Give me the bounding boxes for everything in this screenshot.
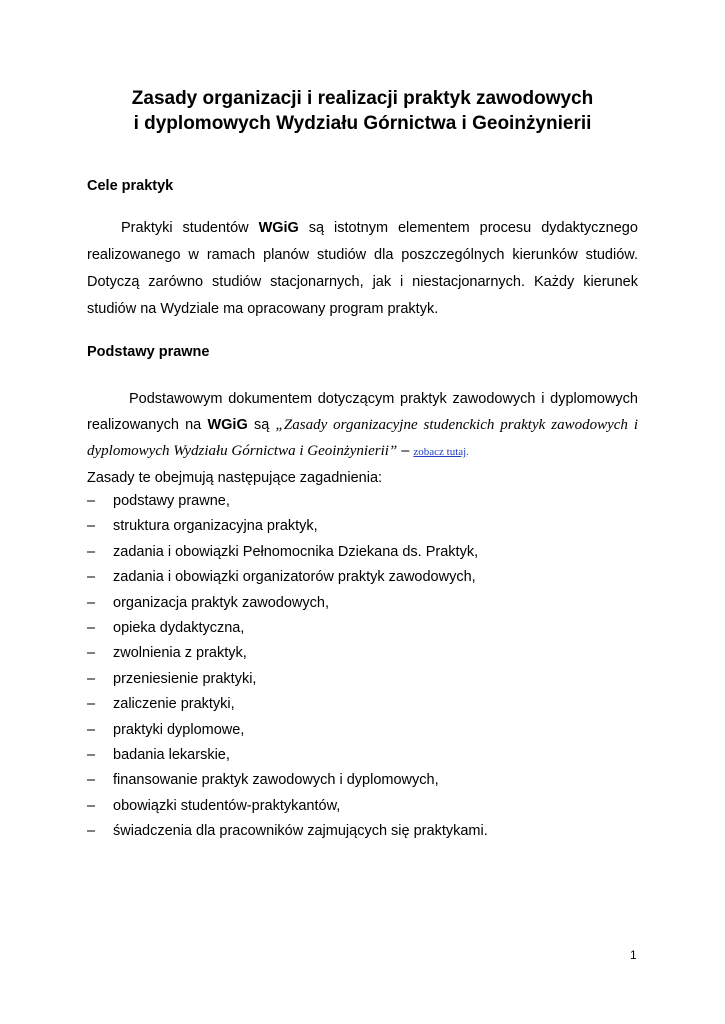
goals-line-2: realizowanego w ramach planów studiów dla poszczególnych kierunków studiów. (87, 247, 638, 263)
list-item (87, 641, 488, 666)
list-item-text: finansowanie praktyk zawodowych i dyplomowych, (113, 772, 439, 789)
list-item-text: struktura organizacyjna praktyk, (113, 518, 318, 535)
list-item-text: świadczenia dla pracowników zajmujących się praktykami. (113, 823, 488, 840)
document-quote-start: „Zasady organizacyjne studenckich praktyk zawodowych i (275, 417, 639, 433)
title-line-1: Zasady organizacji i realizacji praktyk zawodowych (131, 88, 594, 109)
list-dash: – (87, 746, 96, 763)
paragraph-goals (87, 215, 638, 323)
list-dash: – (87, 823, 96, 840)
list-dash: – (87, 543, 96, 560)
list-dash: – (87, 721, 96, 738)
list-dash: – (87, 594, 96, 611)
list-item-text: zadania i obowiązki organizatorów praktyk zawodowych, (113, 569, 476, 586)
word: dydaktycznego (541, 220, 638, 236)
word: Praktyki (121, 220, 173, 236)
list-dash: – (87, 797, 96, 814)
list-item (87, 692, 488, 717)
list-item (87, 616, 488, 641)
list-item (87, 743, 488, 768)
title-line-2: i dyplomowych Wydziału Górnictwa i Geoinżynierii (133, 113, 592, 134)
legal-line-1: Podstawowym dokumentem dotyczącym praktyk zawodowych i dyplomowych (129, 391, 638, 407)
section-heading-legal: Podstawy prawne (87, 344, 210, 360)
list-item (87, 794, 488, 819)
page-number: 1 (630, 948, 637, 962)
list-item (87, 514, 488, 539)
list-item-text: zwolnienia z praktyk, (113, 645, 247, 662)
list-item (87, 718, 488, 743)
list-item (87, 565, 488, 590)
list-item (87, 819, 488, 844)
goals-line-3: Dotyczą zarówno studiów stacjonarnych, jak i niestacjonarnych. Każdy kierunek (87, 274, 638, 290)
list-item (87, 667, 488, 692)
list-item (87, 591, 488, 616)
list-item (87, 768, 488, 793)
document-quote-end: dyplomowych Wydziału Górnictwa i Geoinżynierii” (87, 443, 398, 459)
list-item-text: podstawy prawne, (113, 493, 230, 509)
legal-line-2-start: realizowanych na (87, 417, 202, 433)
list-dash: – (87, 518, 96, 535)
list-dash: – (87, 645, 96, 662)
list-dash: – (87, 569, 96, 586)
goals-line-4: studiów na Wydziale ma opracowany program praktyk. (87, 301, 439, 317)
list-item (87, 489, 488, 514)
word: istotnym (334, 220, 389, 236)
list-item-text: opieka dydaktyczna, (113, 619, 245, 636)
list-dash: – (87, 493, 96, 509)
legal-line-3 (87, 438, 638, 465)
section-heading-goals: Cele praktyk (87, 178, 174, 194)
list-dash: – (87, 772, 96, 789)
list-dash: – (87, 670, 96, 687)
list-item-text: praktyki dyplomowe, (113, 721, 245, 738)
list-dash: – (87, 619, 96, 636)
topics-list (87, 489, 488, 844)
word-wgig: WGiG (258, 220, 299, 236)
word: elementem (397, 220, 470, 236)
legal-line-2-mid: są (253, 417, 270, 433)
legal-line-2 (87, 412, 638, 438)
list-dash: – (87, 696, 96, 713)
period: . (466, 446, 469, 458)
word: są (308, 220, 325, 236)
see-here-link[interactable]: zobacz tutaj (413, 446, 467, 458)
list-item-text: obowiązki studentów-praktykantów, (113, 797, 341, 814)
word: procesu (479, 220, 532, 236)
list-item-text: zadania i obowiązki Pełnomocnika Dziekana ds. Praktyk, (113, 543, 479, 560)
list-item-text: zaliczenie praktyki, (113, 696, 235, 713)
document-title (0, 86, 725, 136)
list-item-text: organizacja praktyk zawodowych, (113, 594, 329, 611)
dash-separator: – (397, 443, 414, 459)
list-item-text: badania lekarskie, (113, 746, 230, 763)
list-item-text: przeniesienie praktyki, (113, 670, 257, 687)
goals-line-1 (87, 215, 638, 242)
list-item (87, 540, 488, 565)
legal-intro-line: Zasady te obejmują następujące zagadnienia: (87, 470, 383, 486)
wgig-bold: WGiG (207, 417, 248, 433)
paragraph-legal (87, 386, 638, 491)
word: studentów (182, 220, 249, 236)
